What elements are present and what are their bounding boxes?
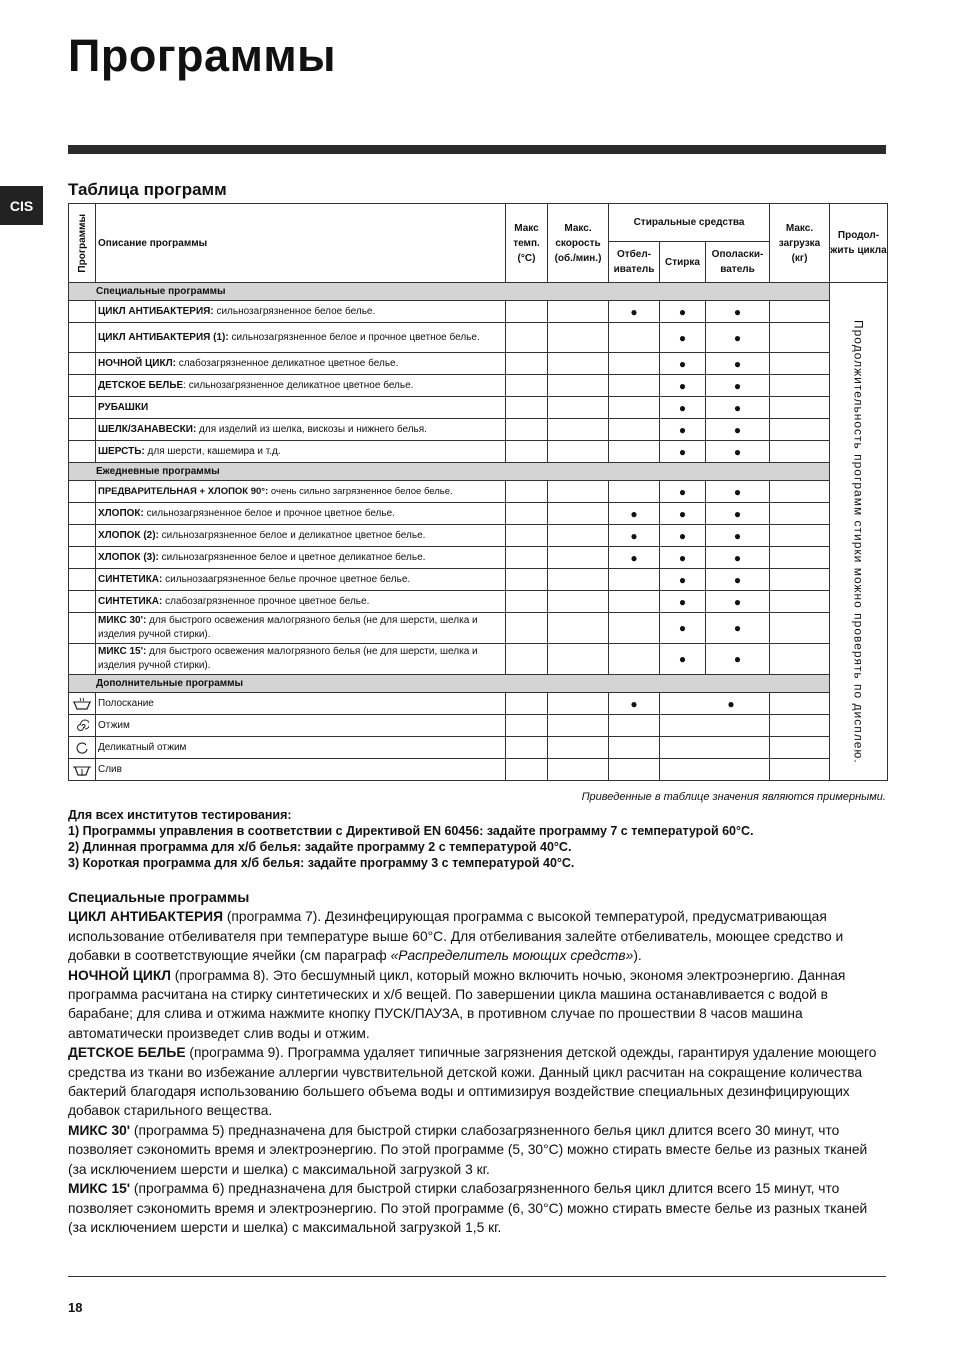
table-row: ЦИКЛ АНТИБАКТЕРИЯ: сильнозагрязненное белое белье. ● ● ●: [69, 301, 888, 323]
paragraph-mix15: МИКС 15' (программа 6) предназначена для быстрой стирки слабозагрязненного белья цикл длится всего 15 минут, что позволяет сэкономить время и электроэнергию. По этой программе (6, 30°C) можно стирать вместе белье из разных тканей (за исключением шерсти и шелка) с максимальной загрузкой 1,5 кг.: [68, 1181, 868, 1235]
table-row: ХЛОПОК (2): сильнозагрязненное белое и деликатное цветное белье. ● ● ●: [69, 525, 888, 547]
table-row: НОЧНОЙ ЦИКЛ: слабозагрязненное деликатное цветное белье. ● ●: [69, 353, 888, 375]
table-row: СИНТЕТИКА: слабозагрязненное прочное цветное белье. ● ●: [69, 591, 888, 613]
table-row: ХЛОПОК: сильнозагрязненное белое и прочное цветное белье. ● ● ●: [69, 503, 888, 525]
table-row: Деликатный отжим: [69, 737, 888, 759]
header-max-temp: Макс темп. (°C): [506, 204, 548, 283]
title-rule: [68, 145, 886, 154]
table-row: Слив: [69, 759, 888, 781]
table-row: РУБАШКИ ● ●: [69, 397, 888, 419]
rinse-icon: [72, 697, 92, 711]
special-programs-heading: Специальные программы: [68, 889, 250, 905]
duration-note: Продолжительность программ стирки можно проверять по дисплею.: [830, 283, 888, 781]
header-rinse: Ополаски-ватель: [706, 242, 770, 283]
header-max-speed: Макс. скорость (об./мин.): [548, 204, 609, 283]
header-detergents: Стиральные средства: [609, 204, 770, 242]
header-description: Описание программы: [96, 204, 506, 283]
table-row: ШЕРСТЬ: для шерсти, кашемира и т.д. ● ●: [69, 441, 888, 463]
header-programs: Программы: [69, 204, 96, 283]
section-row-special: Специальные программы Продолжительность программ стирки можно проверять по дисплею.: [69, 283, 888, 301]
page-number: 18: [68, 1300, 83, 1315]
table-row: МИКС 30': для быстрого освежения малогрязного белья (не для шерсти, шелка и изделия ручной стирки). ● ●: [69, 613, 888, 644]
section-row-daily: Ежедневные программы: [69, 463, 888, 481]
table-row: ШЕЛК/ЗАНАВЕСКИ: для изделий из шелка, вискозы и нижнего белья. ● ●: [69, 419, 888, 441]
table-row: Полоскание ● ●: [69, 693, 888, 715]
section-heading: Таблица программ: [68, 180, 227, 199]
special-programs-text: [68, 888, 886, 1237]
header-bleach: Отбел-иватель: [609, 242, 660, 283]
header-wash: Стирка: [660, 242, 706, 283]
table-row: ПРЕДВАРИТЕЛЬНАЯ + ХЛОПОК 90°: очень сильно загрязненное белое белье. ● ●: [69, 481, 888, 503]
paragraph-night-cycle: НОЧНОЙ ЦИКЛ (программа 8). Это бесшумный цикл, который можно включить ночью, экономя электроэнергию. Данная программа расчитана на стирку синтетических и х/б вещей. По завершении цикла машина останавливается с водой в барабане; для слива и отжима нажмите кнопку ПУСК/ПАУЗА, в противном случае по прошествии 8 часов машина автоматически произведет слив воды и отжим.: [68, 967, 846, 1041]
page-title: Программы: [68, 30, 337, 81]
paragraph-antibacteria: ЦИКЛ АНТИБАКТЕРИЯ (программа 7). Дезинфецирующая программа с высокой температурой, предусматривающая использование отбеливателя при температуре выше 60°C. Для отбеливания залейте отбеливатель, моющее средство и добавки в соответствующие ячейки (см параграф «Распределитель моющих средств»).: [68, 909, 844, 964]
table-row: ЦИКЛ АНТИБАКТЕРИЯ (1): сильнозагрязненное белое и прочное цветное белье. ● ●: [69, 323, 888, 353]
table-row: ХЛОПОК (3): сильнозагрязненное белое и цветное деликатное белье. ● ● ●: [69, 547, 888, 569]
drain-icon: [72, 763, 92, 777]
approximate-note: Приведенные в таблице значения являются примерными.: [581, 791, 886, 803]
testing-instructions: Для всех институтов тестирования: 1) Программы управления в соответствии с Директивой EN 60456: задайте программу 7 с температурой 60°C. 2) Длинная программа для х/б белья: задайте программу 2 с температурой 40°C. 3) Короткая программа для х/б белья: задайте программу 3 с температурой 40°C.: [68, 808, 754, 870]
table-row: Отжим: [69, 715, 888, 737]
footer-rule: [68, 1276, 886, 1277]
region-tab: CIS: [0, 186, 43, 225]
delicate-spin-icon: [75, 741, 89, 755]
table-row: СИНТЕТИКА: сильнозаагрязненное белье прочное цветное белье. ● ●: [69, 569, 888, 591]
paragraph-mix30: МИКС 30' (программа 5) предназначена для быстрой стирки слабозагрязненного белья цикл длится всего 30 минут, что позволяет сэкономить время и электроэнергию. По этой программе (5, 30°C) можно стирать вместе белье из разных тканей (за исключением шерсти и шелка) с максимальной загрузкой 3 кг.: [68, 1122, 868, 1177]
section-row-additional: Дополнительные программы: [69, 675, 888, 693]
table-row: МИКС 15': для быстрого освежения малогрязного белья (не для шерсти, шелка и изделия ручной стирки). ● ●: [69, 644, 888, 675]
paragraph-baby-clothes: ДЕТСКОЕ БЕЛЬЕ (программа 9). Программа удаляет типичные загрязнения детской одежды, гарантируя удаление моющего средства из ткани во избежание аллергии чувствительной детской кожи. Данный цикл расчитан на сокращение количества бактерий благодаря использованию большего объема воды и оптимизируя воздействие специальных дезинфицирующих добавок старильного вещества.: [68, 1045, 877, 1119]
table-row: ДЕТСКОЕ БЕЛЬЕ: сильнозагрязненное деликатное цветное белье. ● ●: [69, 375, 888, 397]
header-max-load: Макс. загрузка (кг): [770, 204, 830, 283]
header-duration: Продол-жить цикла: [830, 204, 888, 283]
spin-icon: [75, 719, 89, 733]
programs-table: [68, 203, 888, 781]
